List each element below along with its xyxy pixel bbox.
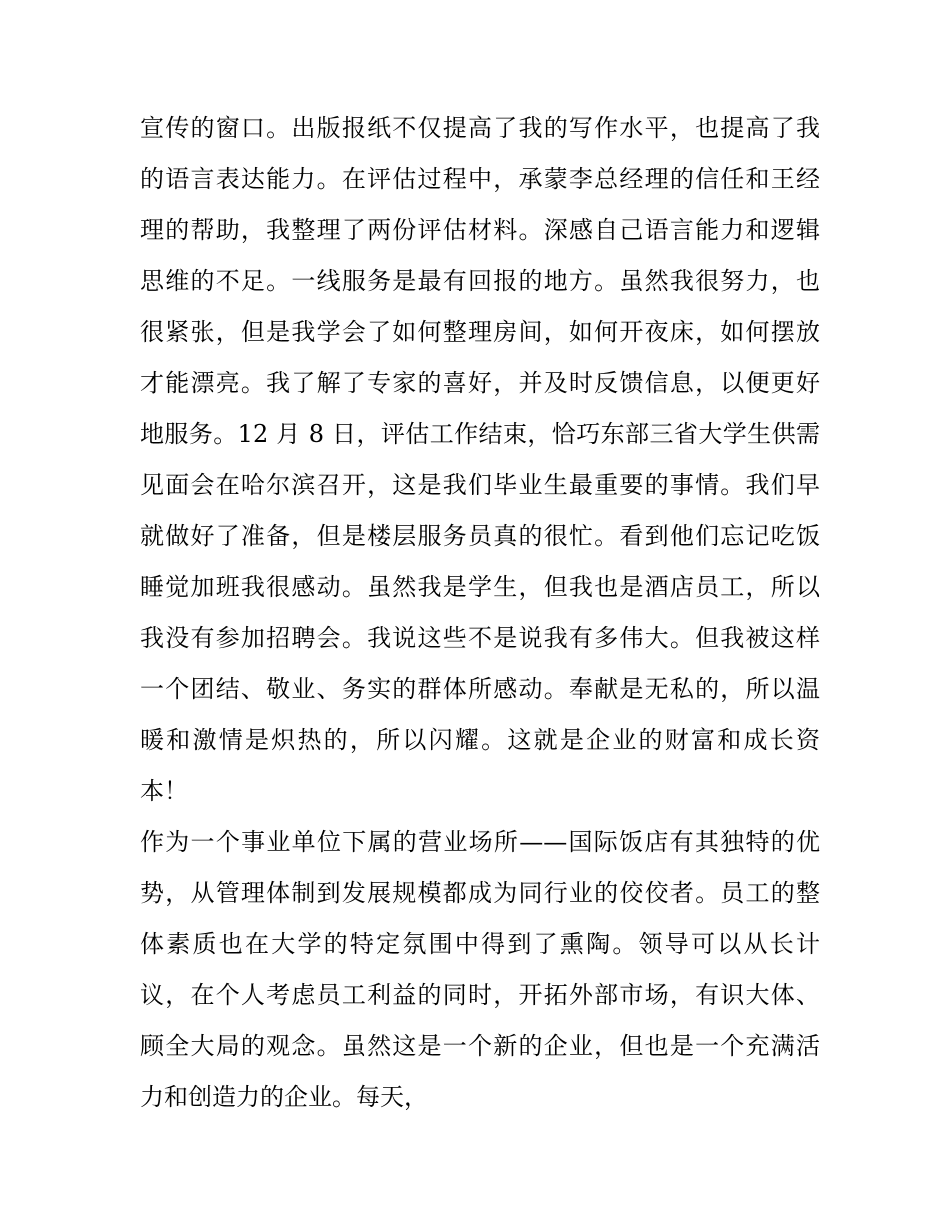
document-body	[140, 103, 820, 1123]
paragraph-line: 见面会在哈尔滨召开，这是我们毕业生最重要的事情。我们早	[140, 471, 820, 499]
paragraph-line: 就做好了准备，但是楼层服务员真的很忙。看到他们忘记吃饭	[140, 522, 820, 550]
paragraph-line: 宣传的窗口。出版报纸不仅提高了我的写作水平，也提高了我	[140, 114, 820, 142]
paragraph-line: 地服务。12 月 8 日，评估工作结束，恰巧东部三省大学生供需	[140, 420, 820, 448]
paragraph-line: 我没有参加招聘会。我说这些不是说我有多伟大。但我被这样	[140, 624, 820, 652]
paragraph-line: 作为一个事业单位下属的营业场所——国际饭店有其独特的优	[140, 828, 820, 856]
paragraph-line: 力和创造力的企业。每天，	[140, 1083, 428, 1111]
paragraph-line: 理的帮助，我整理了两份评估材料。深感自己语言能力和逻辑	[140, 216, 820, 244]
paragraph-line: 顾全大局的观念。虽然这是一个新的企业，但也是一个充满活	[140, 1032, 820, 1060]
paragraph-line: 睡觉加班我很感动。虽然我是学生，但我也是酒店员工，所以	[140, 573, 820, 601]
paragraph-line: 一个团结、敬业、务实的群体所感动。奉献是无私的，所以温	[140, 675, 820, 703]
paragraph-line: 才能漂亮。我了解了专家的喜好，并及时反馈信息，以便更好	[140, 369, 820, 397]
paragraph-line: 议，在个人考虑员工利益的同时，开拓外部市场，有识大体、	[140, 981, 820, 1009]
paragraph-2	[140, 817, 820, 1123]
paragraph-line: 势，从管理体制到发展规模都成为同行业的佼佼者。员工的整	[140, 879, 820, 907]
paragraph-line: 很紧张，但是我学会了如何整理房间，如何开夜床，如何摆放	[140, 318, 820, 346]
paragraph-line: 体素质也在大学的特定氛围中得到了熏陶。领导可以从长计	[140, 930, 820, 958]
paragraph-line: 思维的不足。一线服务是最有回报的地方。虽然我很努力，也	[140, 267, 820, 295]
paragraph-1	[140, 103, 820, 817]
paragraph-line: 的语言表达能力。在评估过程中，承蒙李总经理的信任和王经	[140, 165, 820, 193]
paragraph-line: 本！	[140, 777, 188, 805]
paragraph-line: 暖和激情是炽热的，所以闪耀。这就是企业的财富和成长资	[140, 726, 820, 754]
